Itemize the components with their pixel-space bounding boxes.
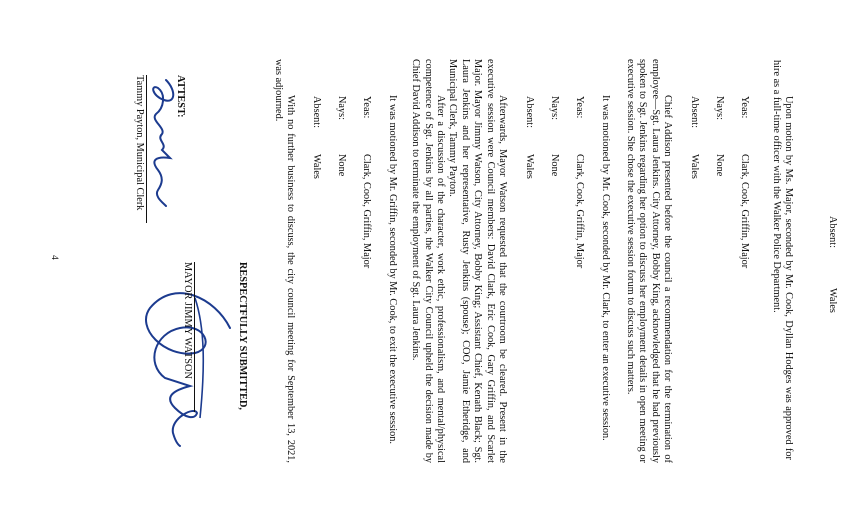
page-number: 4 bbox=[49, 255, 59, 260]
enter-vote-nays-value: None bbox=[549, 154, 560, 177]
adjourn-paragraph: With no further business to discuss, the city council meeting for September 13, 2021, was adjourned. bbox=[272, 59, 296, 463]
enter-vote-absent-label: Absent: bbox=[524, 96, 535, 129]
top-vote-value: Wales bbox=[827, 288, 838, 313]
enter-vote-absent-value: Wales bbox=[524, 154, 535, 179]
respectfully-submitted: RESPECTFULLY SUBMITTED, bbox=[237, 262, 248, 411]
exit-vote-yeas-label: Yeas: bbox=[361, 96, 372, 119]
addison-paragraph: Chief Addison presented before the council a recommendation for the termination of employee—Sgt. Laura Jenkins. City Attorney, Bobby King, acknowledged that he had previously spoken to Sgt. Jenkins regarding her option to discuss her employment details in open meeting or executive session. She chose the executive session forum to discuss such matters. bbox=[624, 59, 673, 463]
exit-vote-absent-label: Absent: bbox=[311, 96, 322, 129]
clerk-name: Tammy Payton, Municipal Clerk bbox=[133, 75, 148, 223]
enter-vote-yeas-value: Clark, Cook, Griffin, Major bbox=[574, 154, 585, 269]
discussion-paragraph: After a discussion of the character, work ethic, professionalism, and mental/physical competence of Sgt. Jenkins by all parties, the Walker City Council upheld the decision made by Chief David Addison to terminate the employment of Sgt. Laura Jenkins. bbox=[410, 59, 446, 463]
enter-vote-nays-label: Nays: bbox=[549, 96, 560, 121]
enter-vote-yeas-label: Yeas: bbox=[574, 96, 585, 119]
hire-vote-absent-value: Wales bbox=[689, 154, 700, 179]
top-vote-label: Absent: bbox=[827, 216, 838, 249]
hire-vote-nays-label: Nays: bbox=[714, 96, 725, 121]
exit-vote-absent-value: Wales bbox=[311, 154, 322, 179]
afterwards-paragraph: Afterwards, Mayor Watson requested that the courtroom be cleared. Present in the executive session were Council members: David Clark, Eric Cook, Gary Griffin, and Scarlet Major. Mayor Jimmy Watson, City Attorney, Bobby King; Assistant Chief, Kenath Black; Sgt. Laura Jenkins and her representative, Rusty Jenkins (spouse); COO, Jamie Etheridge, and Municipal Clerk, Tammy Payton. bbox=[447, 59, 508, 463]
hire-vote-yeas-value: Clark, Cook, Griffin, Major bbox=[739, 154, 750, 269]
exit-vote-yeas-value: Clark, Cook, Griffin, Major bbox=[361, 154, 372, 269]
exit-vote-nays-value: None bbox=[336, 154, 347, 177]
hire-vote-absent-label: Absent: bbox=[689, 96, 700, 129]
hire-motion-paragraph: Upon motion by Ms. Major, seconded by Mr. Cook, Dyllan Hodges was approved for hire as a full-time officer with the Walker Police Department. bbox=[770, 60, 794, 460]
hire-vote-yeas-label: Yeas: bbox=[739, 96, 750, 119]
attest-label: ATTEST: bbox=[175, 75, 186, 118]
exit-session-motion: It was motioned by Mr. Griffin, seconded by Mr. Cook, to exit the executive session. bbox=[387, 95, 398, 444]
enter-session-motion: It was motioned by Mr. Cook, seconded by Mr. Clark, to enter an executive session. bbox=[600, 95, 611, 441]
exit-vote-nays-label: Nays: bbox=[336, 96, 347, 121]
hire-vote-nays-value: None bbox=[714, 154, 725, 177]
mayor-name: MAYOR JIMMY WATSON bbox=[181, 262, 196, 412]
